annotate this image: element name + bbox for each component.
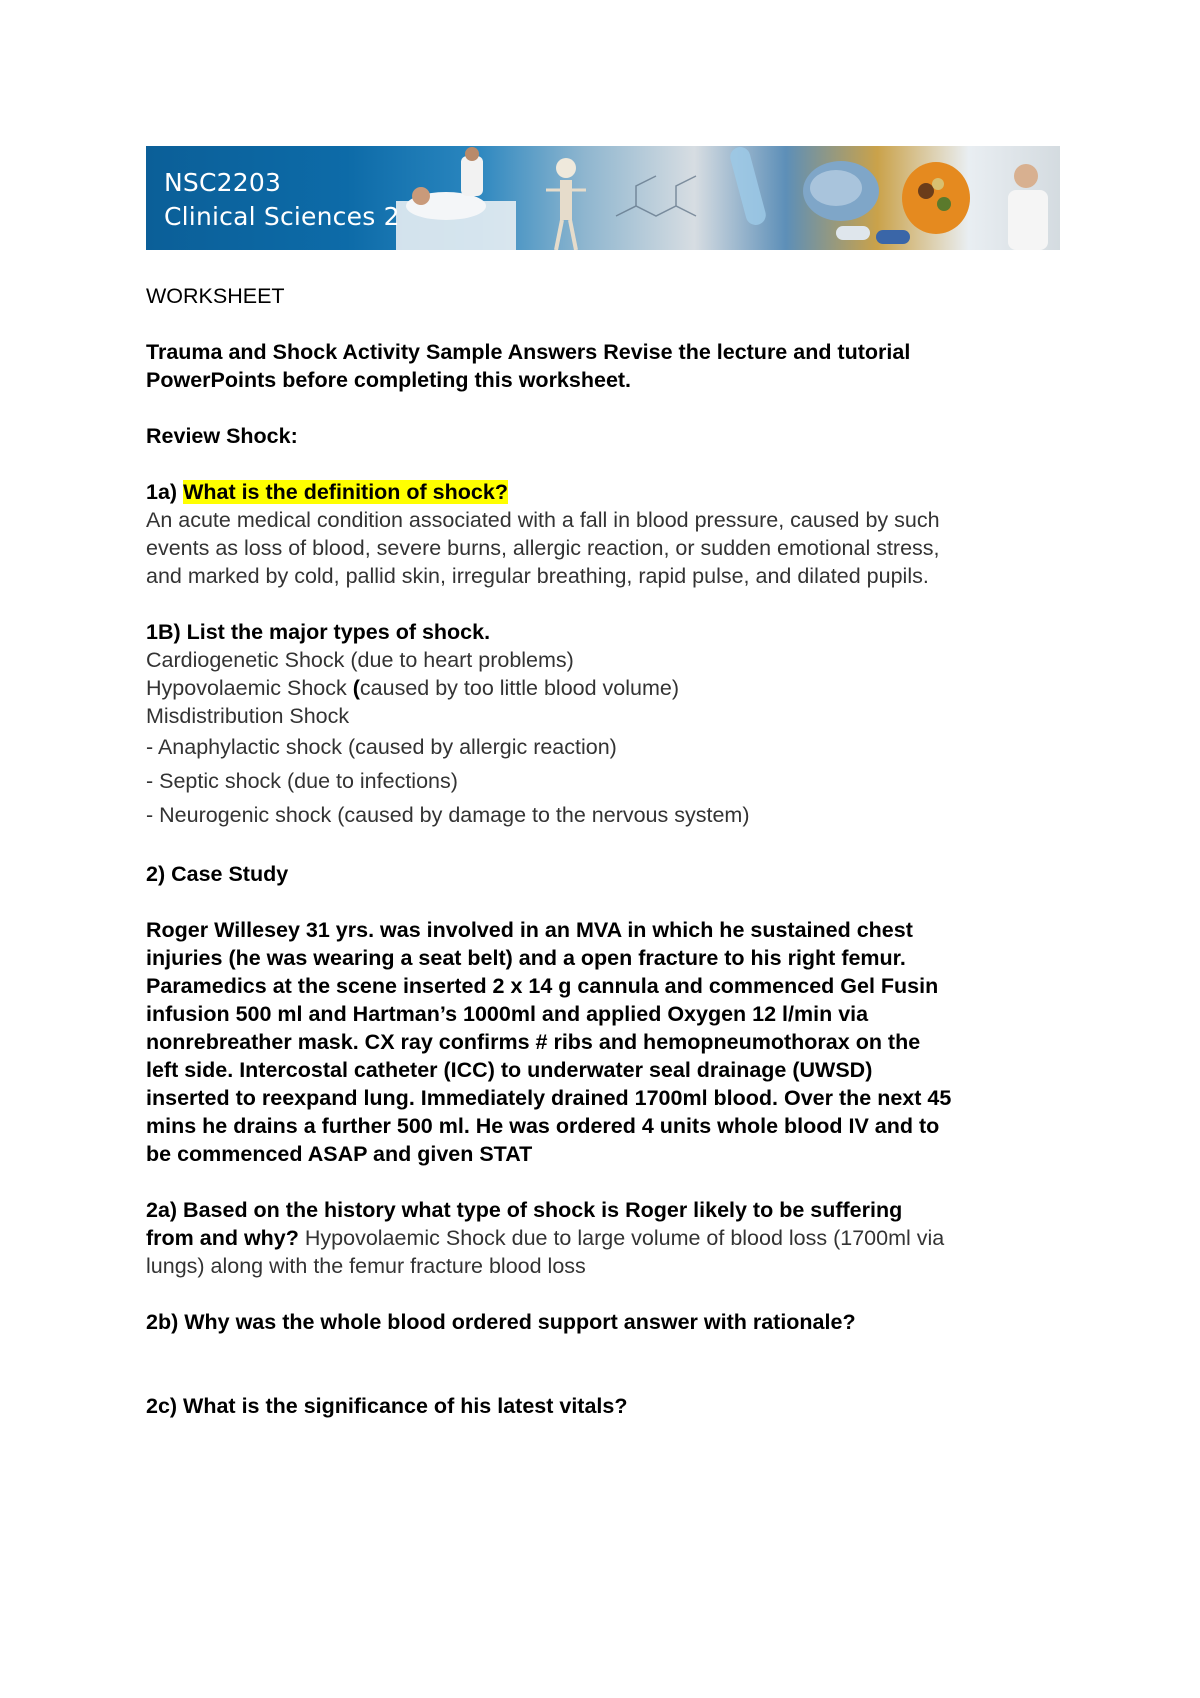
review-heading: Review Shock: <box>146 424 298 448</box>
case-text-line4: infusion 500 ml and Hartman’s 1000ml and applied Oxygen 12 l/min via <box>146 1002 869 1026</box>
question-1a <box>146 478 1066 506</box>
answer-1b-line2-paren: ( <box>352 676 360 700</box>
case-text-line7: inserted to reexpand lung. Immediately drained 1700ml blood. Over the next 45 <box>146 1086 952 1110</box>
question-1b: 1B) List the major types of shock. <box>146 620 491 644</box>
case-text-line9: be commenced ASAP and given STAT <box>146 1142 533 1166</box>
question-2a-tail: from and why? <box>146 1226 299 1250</box>
case-text-line6: left side. Intercostal catheter (ICC) to underwater seal drainage (UWSD) <box>146 1058 873 1082</box>
banner-title <box>164 166 400 234</box>
case-text-line3: Paramedics at the scene inserted 2 x 14 g cannula and commenced Gel Fusin <box>146 974 939 998</box>
question-2a-line1: 2a) Based on the history what type of shock is Roger likely to be suffering <box>146 1198 903 1222</box>
answer-1b-sub2: - Septic shock (due to infections) <box>146 769 458 793</box>
case-text-line1: Roger Willesey 31 yrs. was involved in an MVA in which he sustained chest <box>146 918 913 942</box>
question-2b: 2b) Why was the whole blood ordered support answer with rationale? <box>146 1310 856 1334</box>
answer-1b-line2 <box>146 674 1066 702</box>
answer-1b-line1: Cardiogenetic Shock (due to heart problems) <box>146 648 574 672</box>
case-text-line5: nonrebreather mask. CX ray confirms # ribs and hemopneumothorax on the <box>146 1030 921 1054</box>
answer-1b-line3: Misdistribution Shock <box>146 704 350 728</box>
case-study-heading: 2) Case Study <box>146 862 289 886</box>
answer-1a-line1: An acute medical condition associated with a fall in blood pressure, caused by such <box>146 508 940 532</box>
answer-1b-sub1: - Anaphylactic shock (caused by allergic reaction) <box>146 735 617 759</box>
question-2a-line2 <box>146 1224 1066 1252</box>
course-code: NSC2203 <box>164 168 282 197</box>
case-text-line8: mins he drains a further 500 ml. He was ordered 4 units whole blood IV and to <box>146 1114 940 1138</box>
course-banner <box>146 146 1060 250</box>
answer-1b-line2-a: Hypovolaemic Shock <box>146 676 353 700</box>
worksheet-title-line1: Trauma and Shock Activity Sample Answers Revise the lecture and tutorial <box>146 340 911 364</box>
answer-2a-line1: Hypovolaemic Shock due to large volume of blood loss (1700ml via <box>298 1226 945 1250</box>
answer-1b-line2-c: caused by too little blood volume) <box>359 676 680 700</box>
answer-1a-line2: events as loss of blood, severe burns, allergic reaction, or sudden emotional stress, <box>146 536 940 560</box>
worksheet-label: WORKSHEET <box>146 284 285 308</box>
answer-2a-line2: lungs) along with the femur fracture blood loss <box>146 1254 586 1278</box>
worksheet-title-line2: PowerPoints before completing this worksheet. <box>146 368 632 392</box>
question-1a-number: 1a) <box>146 480 184 504</box>
question-1a-text: What is the definition of shock? <box>183 480 508 504</box>
course-name: Clinical Sciences 2 <box>164 202 400 231</box>
worksheet-body <box>146 282 1066 1420</box>
answer-1a-line3: and marked by cold, pallid skin, irregular breathing, rapid pulse, and dilated pupils. <box>146 564 929 588</box>
case-text-line2: injuries (he was wearing a seat belt) and a open fracture to his right femur. <box>146 946 906 970</box>
question-2c: 2c) What is the significance of his latest vitals? <box>146 1394 628 1418</box>
answer-1b-sub3: - Neurogenic shock (caused by damage to the nervous system) <box>146 803 750 827</box>
